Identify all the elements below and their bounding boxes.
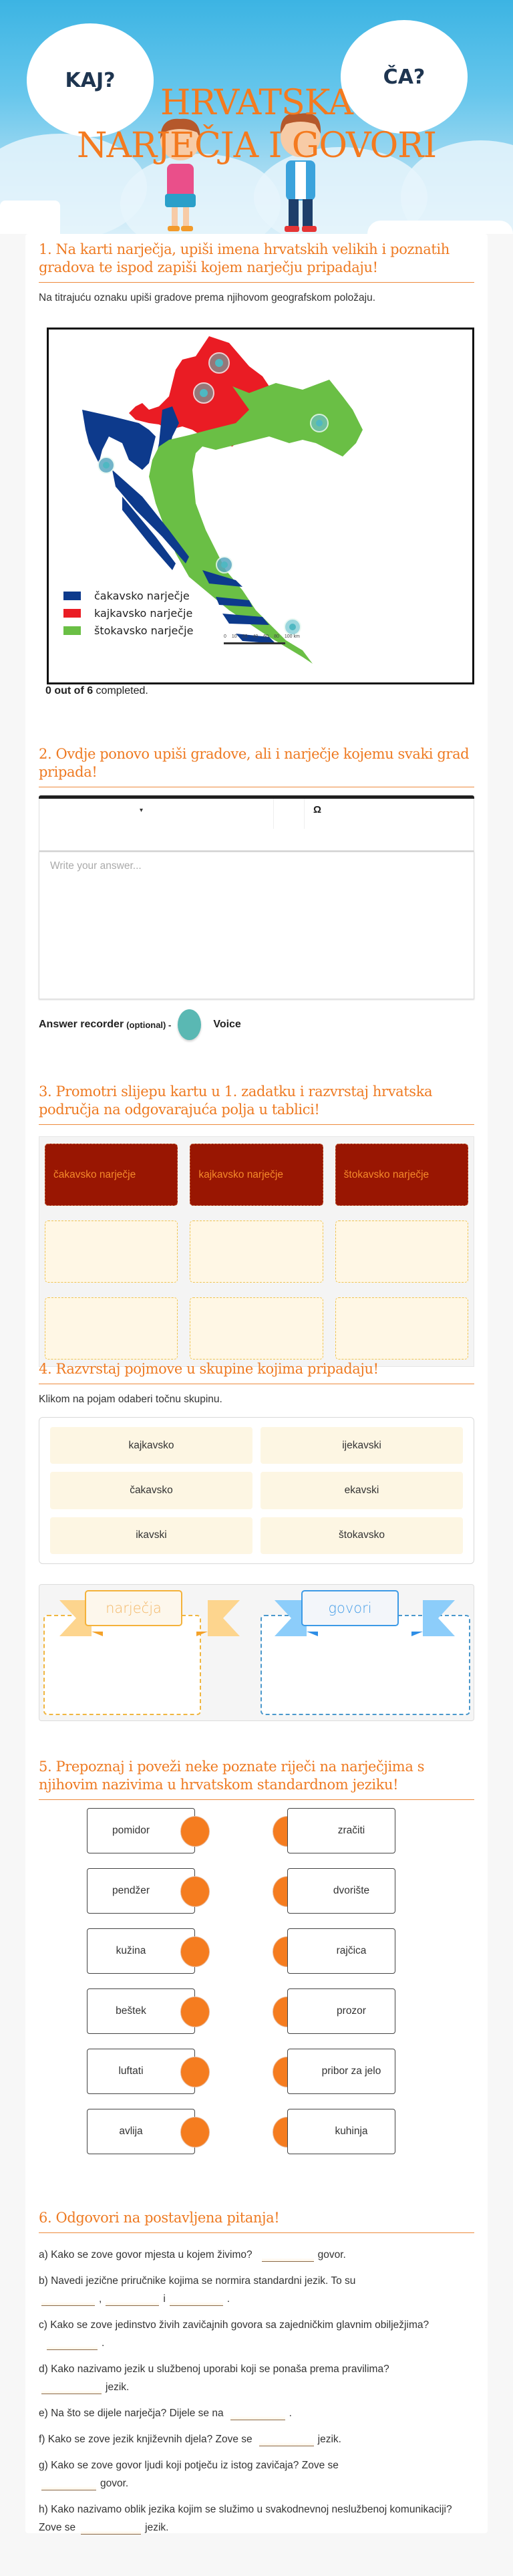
question-6 (39, 2209, 474, 2233)
group-label-govori: govori (301, 1590, 399, 1626)
question-2 (39, 745, 474, 787)
group-buckets (39, 1584, 474, 1721)
question-text: . (226, 2293, 230, 2305)
map-hotspot[interactable] (311, 414, 328, 432)
question-6f (39, 2430, 474, 2448)
scale-tick: 80 (274, 634, 279, 639)
answer-recorder (39, 1009, 241, 1040)
map-hotspot[interactable] (98, 457, 114, 473)
answer-blank[interactable] (41, 2382, 102, 2394)
term-pool (39, 1417, 474, 1564)
question-1 (39, 241, 474, 304)
recorder-label: Answer recorder (39, 1019, 124, 1030)
question-text: jezik. (145, 2522, 169, 2533)
match-left-item[interactable] (87, 2049, 195, 2094)
answer-blank[interactable] (262, 2250, 314, 2262)
question-text: govor. (317, 2249, 346, 2261)
match-right-item[interactable] (287, 1928, 395, 1974)
table-header-kajkavsko (190, 1144, 323, 1206)
drop-zone[interactable] (45, 1220, 178, 1283)
answer-placeholder: Write your answer... (50, 860, 142, 872)
scale-tick: 60 (263, 634, 269, 639)
question-1-instruction: Na titrajuću oznaku upiši gradove prema njihovom geografskom položaju. (39, 292, 376, 303)
answer-blank[interactable] (259, 2434, 314, 2446)
question-4-instruction: Klikom na pojam odaberi točnu skupinu. (39, 1394, 222, 1405)
table-header-cakavsko (45, 1144, 178, 1206)
match-right-label: dvorište (333, 1885, 370, 1896)
legend-cakavsko: čakavsko narječje (94, 590, 190, 602)
match-connector-left[interactable] (180, 1936, 210, 1967)
dialect-map (47, 328, 474, 684)
progress-suffix: completed. (93, 685, 148, 696)
match-right-label: kuhinja (335, 2126, 368, 2137)
match-left-label: luftati (118, 2065, 144, 2077)
question-text: govor. (100, 2478, 129, 2489)
table-header-stokavsko (335, 1144, 468, 1206)
question-6-title: 6. Odgovori na postavljena pitanja! (39, 2209, 474, 2233)
drop-zone[interactable] (45, 1297, 178, 1360)
title-line-2: NARJEČJA I GOVORI (76, 126, 436, 166)
match-left-label: pomidor (112, 1825, 150, 1836)
match-left-item[interactable] (87, 1868, 195, 1914)
header-label: kajkavsko narječje (198, 1168, 283, 1180)
question-6e (39, 2404, 474, 2422)
toolbar-divider (304, 799, 305, 829)
question-text: e) Na što se dijele narječja? Dijele se na (39, 2408, 224, 2419)
question-4 (39, 1360, 474, 1406)
match-connector-left[interactable] (180, 2057, 210, 2087)
question-text: . (102, 2337, 105, 2349)
map-hotspot[interactable] (285, 619, 301, 635)
answer-blank[interactable] (41, 2294, 95, 2306)
header-label: čakavsko narječje (53, 1168, 136, 1180)
question-2-title: 2. Ovdje ponovo upiši gradove, ali i narječje kojemu svaki grad pripada! (39, 745, 474, 787)
map-hotspot[interactable] (209, 353, 229, 373)
format-dropdown-icon[interactable]: ▾ (140, 807, 144, 814)
term-item[interactable]: ikavski (50, 1517, 252, 1554)
match-row (87, 1928, 468, 1975)
answer-blank[interactable] (170, 2294, 223, 2306)
question-text: b) Navedi jezične priručnike kojima se normira standardni jezik. To su (39, 2275, 356, 2287)
question-3-title: 3. Promotri slijepu kartu u 1. zadatku i razvrstaj hrvatska područja na odgovarajuća polja u tablici! (39, 1083, 474, 1125)
match-right-label: pribor za jelo (321, 2065, 381, 2077)
group-label-narjecja: narječja (85, 1590, 182, 1626)
term-item[interactable]: ijekavski (261, 1427, 463, 1464)
question-text: c) Kako se zove jedinstvo živih zavičajnih govora sa zajedničkim glavnim obilježjima? (39, 2319, 430, 2331)
match-left-item[interactable] (87, 1928, 195, 1974)
match-connector-left[interactable] (180, 1876, 210, 1907)
match-left-label: avlija (119, 2126, 143, 2137)
special-character-icon[interactable]: Ω (313, 804, 322, 815)
match-connector-left[interactable] (180, 1816, 210, 1847)
record-button[interactable] (178, 1009, 201, 1040)
match-right-item[interactable] (287, 1988, 395, 2034)
question-6g (39, 2456, 474, 2492)
scale-tick: 0 (224, 634, 226, 639)
match-right-label: rajčica (336, 1945, 367, 1956)
match-right-item[interactable] (287, 2109, 395, 2154)
map-hotspot[interactable] (216, 557, 232, 573)
scale-tick: 10 (231, 634, 237, 639)
question-text: jezik. (106, 2381, 130, 2393)
match-left-label: pendžer (112, 1885, 150, 1896)
match-row (87, 2049, 468, 2095)
question-6c (39, 2316, 474, 2352)
match-row (87, 1868, 468, 1915)
question-6b (39, 2272, 474, 2308)
bubble-text-ca: ČA? (383, 65, 425, 89)
map-hotspot[interactable] (194, 383, 214, 403)
term-item[interactable]: ekavski (261, 1472, 463, 1509)
question-5 (39, 1758, 474, 1800)
scale-tick: 40 (252, 634, 259, 639)
editor-toolbar (39, 799, 474, 851)
match-left-label: kužina (116, 1945, 146, 1956)
match-right-label: prozor (337, 2005, 366, 2017)
cloud (0, 201, 60, 234)
question-6d (39, 2360, 474, 2396)
question-text: i (163, 2293, 166, 2305)
question-4-title: 4. Razvrstaj pojmove u skupine kojima pripadaju! (39, 1360, 474, 1384)
title-line-1: HRVATSKA (160, 83, 353, 123)
question-text: . (289, 2408, 292, 2419)
map-legend (94, 588, 193, 640)
voice-label: Voice (213, 1019, 241, 1030)
question-5-title: 5. Prepoznaj i poveži neke poznate riječi na narječjima s njihovim nazivima u hrvatskom standardnom jeziku! (39, 1758, 474, 1800)
question-6a (39, 2246, 474, 2264)
question-text: f) Kako se zove jezik književnih djela? Zove se (39, 2434, 252, 2445)
match-right-label: zračiti (337, 1825, 365, 1836)
question-6-list (39, 2246, 474, 2537)
question-text: a) Kako se zove govor mjesta u kojem živimo? (39, 2249, 252, 2261)
scale-tick: 20 (242, 634, 248, 639)
drop-zone[interactable] (335, 1220, 468, 1283)
page-title (0, 82, 513, 167)
match-right-item[interactable] (287, 1808, 395, 1853)
hero-banner (0, 0, 513, 234)
term-item[interactable]: kajkavsko (50, 1427, 252, 1464)
answer-blank[interactable] (81, 2523, 141, 2535)
legend-kajkavsko: kajkavsko narječje (94, 607, 193, 620)
drop-zone[interactable] (190, 1220, 323, 1283)
question-text: , (99, 2293, 102, 2305)
term-item[interactable]: čakavsko (50, 1472, 252, 1509)
question-text: jezik. (317, 2434, 341, 2445)
match-left-label: beštek (116, 2005, 146, 2017)
cloud (367, 221, 513, 234)
drop-zone[interactable] (335, 1297, 468, 1360)
toolbar-divider (273, 799, 274, 829)
term-item[interactable]: štokavsko (261, 1517, 463, 1554)
question-3 (39, 1083, 474, 1125)
match-right-item[interactable] (287, 1868, 395, 1914)
progress-count: 0 out of 6 (45, 685, 94, 696)
match-left-item[interactable] (87, 1988, 195, 2034)
answer-blank[interactable] (230, 2408, 285, 2420)
question-1-title: 1. Na karti narječja, upiši imena hrvatskih velikih i poznatih gradova te ispod zapiši kojem narječju pripadaju! (39, 241, 474, 283)
match-row (87, 2109, 468, 2156)
worksheet-card (25, 234, 488, 2533)
answer-editor (39, 795, 474, 999)
match-left-item[interactable] (87, 1808, 195, 1853)
match-connector-left[interactable] (180, 1997, 210, 2027)
question-text: h) Kako nazivamo oblik jezika kojim se služimo u svakodnevnoj neslužbenoj komunikaciji? Zove se (39, 2504, 452, 2533)
match-row (87, 1808, 468, 1855)
match-connector-left[interactable] (180, 2117, 210, 2148)
answer-blank[interactable] (41, 2478, 96, 2490)
question-text: g) Kako se zove govor ljudi koji potječu iz istog zavičaja? Zove se (39, 2460, 339, 2471)
question-6h (39, 2500, 474, 2537)
match-right-item[interactable] (287, 2049, 395, 2094)
answer-blank[interactable] (47, 2338, 98, 2350)
header-label: štokavsko narječje (343, 1168, 430, 1180)
scale-tick: 100 km (284, 634, 300, 639)
drop-zone[interactable] (190, 1297, 323, 1360)
match-row (87, 1988, 468, 2035)
answer-blank[interactable] (106, 2294, 159, 2306)
recorder-optional-label: (optional) - (126, 1019, 172, 1030)
dialect-table (39, 1136, 474, 1367)
legend-stokavsko: štokavsko narječje (94, 624, 194, 637)
answer-textarea[interactable] (39, 851, 474, 999)
map-scale-labels (224, 634, 300, 639)
question-text: d) Kako nazivamo jezik u službenoj uporabi koji se ponaša prema pravilima? (39, 2363, 389, 2375)
map-progress (45, 685, 148, 697)
match-left-item[interactable] (87, 2109, 195, 2154)
bubble-text-kaj: KAJ? (65, 68, 116, 92)
